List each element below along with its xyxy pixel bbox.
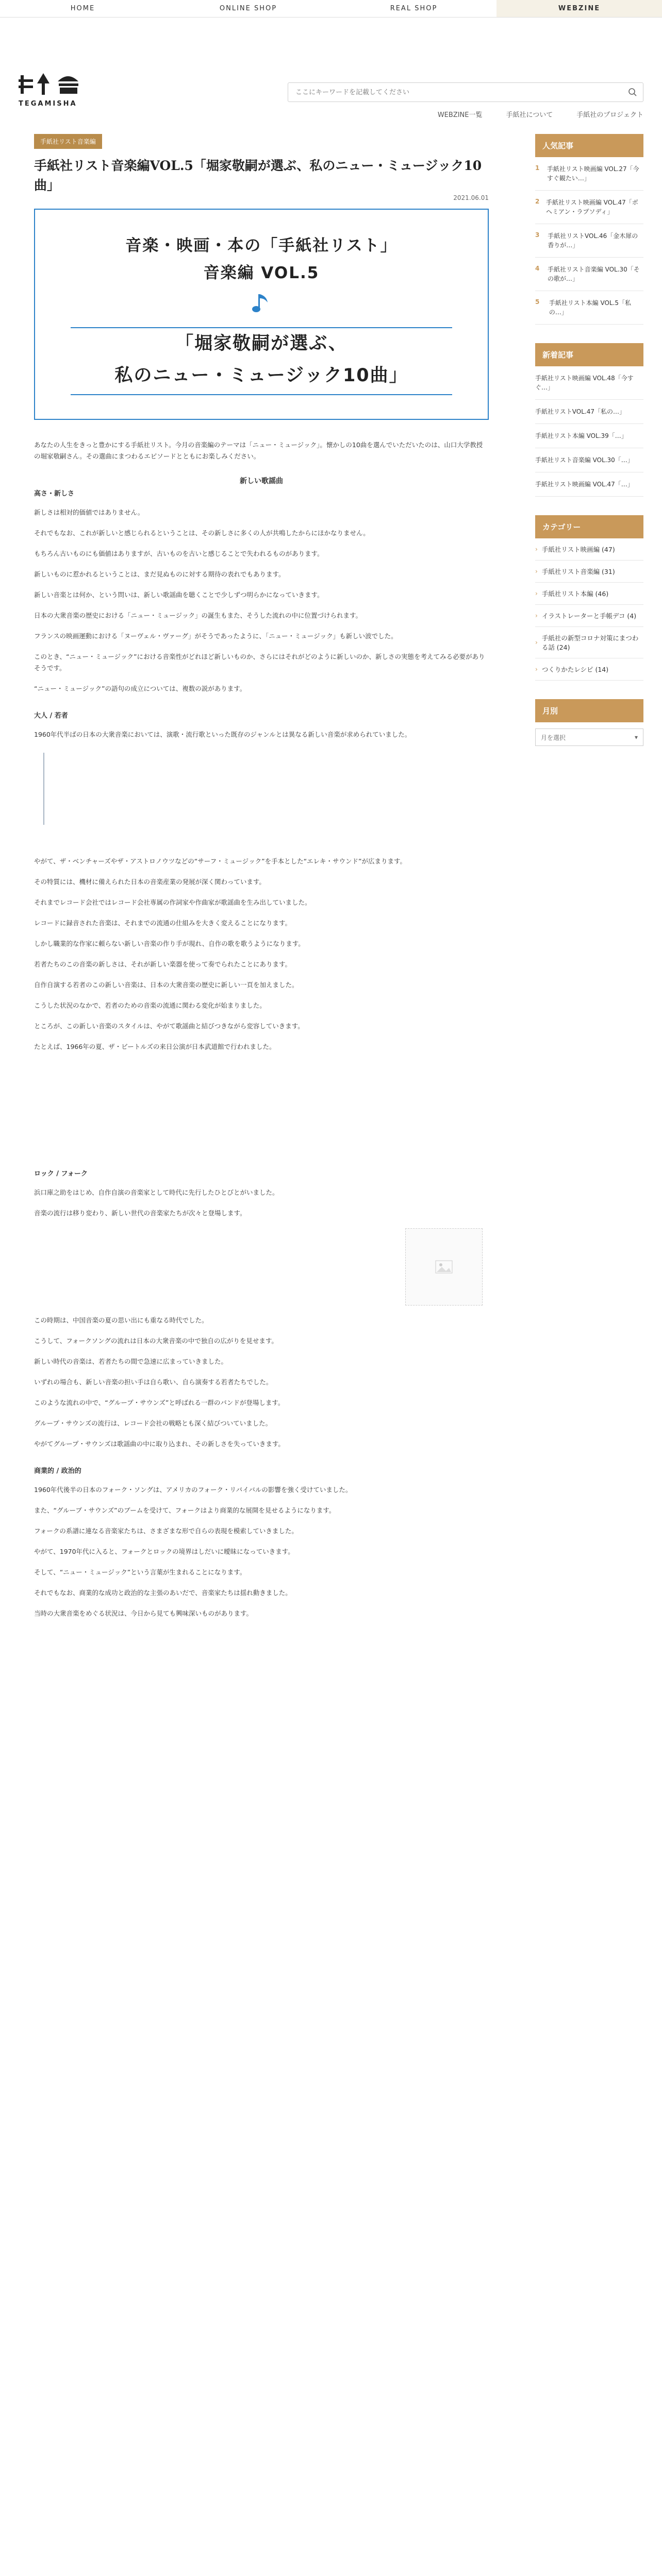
article — [34, 134, 489, 1619]
new-item-title: 手紙社リスト映画編 VOL.47「…」 — [535, 481, 634, 488]
subnav-webzine-list[interactable]: WEBZINE一覧 — [437, 111, 483, 119]
nav-real-shop[interactable]: REAL SHOP — [390, 5, 438, 12]
paragraph: 1960年代半ばの日本の大衆音楽においては、演歌・流行歌といった既存のジャンルとは異なる新しい音楽が求められていました。 — [34, 731, 411, 738]
rank-number: 3 — [535, 231, 540, 239]
sidebar — [535, 134, 643, 765]
category-list — [535, 515, 643, 681]
category-badge[interactable]: 手紙社リスト音楽編 — [34, 134, 102, 149]
paragraph: やがてグループ・サウンズは歌謡曲の中に取り込まれ、その新しさを失っていきます。 — [34, 1440, 285, 1448]
chevron-right-icon: › — [535, 546, 538, 553]
category-item[interactable] — [535, 583, 643, 605]
paragraph: グループ・サウンズの流行は、レコード会社の戦略とも深く結びついていました。 — [34, 1419, 272, 1427]
subheading-1: 高さ・新しさ — [34, 490, 75, 498]
paragraph: フランスの映画運動における「ヌーヴェル・ヴァーグ」がそうであったように、「ニュー・ミュージック」も新しい波でした。 — [34, 632, 398, 640]
hero-line-1: 音楽・映画・本の「手紙社リスト」 — [125, 236, 398, 255]
paragraph: “ニュー・ミュージック”の語句の成立については、複数の説があります。 — [34, 685, 246, 692]
paragraph: 自作自演する若者のこの新しい音楽は、日本の大衆音楽の歴史に新しい一頁を加えました。 — [34, 981, 299, 989]
new-item-title: 手紙社リストVOL.47「私の…」 — [535, 408, 625, 415]
category-label: 手紙社リスト本編 (46) — [541, 590, 609, 598]
new-item[interactable] — [535, 400, 643, 424]
nav-online-shop[interactable]: ONLINE SHOP — [219, 5, 277, 12]
chevron-right-icon: › — [535, 568, 538, 575]
search-bar — [288, 82, 643, 102]
category-label: 手紙社リスト映画編 (47) — [541, 546, 615, 553]
sub-navigation — [438, 109, 643, 119]
photo-image — [405, 1228, 483, 1306]
archive-select[interactable] — [535, 728, 643, 746]
hero-quote-1: 「堀家敬嗣が選ぶ、 — [175, 333, 347, 354]
popular-item[interactable] — [535, 157, 643, 191]
archive-title: 月別 — [535, 699, 643, 722]
paragraph: 当時の大衆音楽をめぐる状況は、今日から見ても興味深いものがあります。 — [34, 1609, 253, 1617]
music-note-icon — [251, 292, 272, 317]
popular-item-title: 手紙社リスト本編 VOL.5「私の…」 — [549, 299, 632, 316]
popular-item[interactable] — [535, 191, 643, 224]
subnav-projects[interactable]: 手紙社のプロジェクト — [576, 111, 643, 119]
new-item[interactable] — [535, 472, 643, 497]
paragraph: このような流れの中で、“グループ・サウンズ”と呼ばれる一群のバンドが登場します。 — [34, 1399, 285, 1406]
paragraph: たとえば、1966年の夏、ザ・ビートルズの来日公演が日本武道館で行われました。 — [34, 1043, 276, 1050]
paragraph: 新しい音楽とは何か、という問いは、新しい歌謡曲を聴くことで少しずつ明らかになっていきます。 — [34, 591, 324, 599]
logo-wordmark: TEGAMISHA — [19, 100, 77, 108]
category-label: 手紙社の新型コロナ対策にまつわる話 (24) — [541, 634, 639, 651]
new-item-title: 手紙社リスト本編 VOL.39「…」 — [535, 432, 627, 439]
paragraph: 新しいものに惹かれるということは、まだ見ぬものに対する期待の表れでもあります。 — [34, 570, 285, 578]
paragraph: こうして、フォークソングの流れは日本の大衆音楽の中で独自の広がりを見せます。 — [34, 1337, 278, 1345]
search-icon[interactable] — [622, 88, 643, 97]
subheading-3: ロック / フォーク — [34, 1170, 88, 1178]
paragraph: 新しさは相対的価値ではありません。 — [34, 509, 144, 516]
category-item[interactable] — [535, 561, 643, 583]
paragraph: 新しい時代の音楽は、若者たちの間で急速に広まっていきました。 — [34, 1358, 228, 1365]
embed-space — [34, 1053, 489, 1166]
chevron-right-icon: › — [535, 612, 538, 619]
nav-home[interactable]: HOME — [70, 5, 95, 12]
popular-articles — [535, 134, 643, 325]
paragraph: 1960年代後半の日本のフォーク・ソングは、アメリカのフォーク・リバイバルの影響を強く受けていました。 — [34, 1486, 352, 1494]
nav-webzine[interactable]: WEBZINE — [496, 0, 662, 17]
chevron-right-icon: › — [535, 639, 538, 646]
paragraph: そして、“ニュー・ミュージック”という言葉が生まれることになります。 — [34, 1568, 246, 1576]
paragraph: 日本の大衆音楽の歴史における「ニュー・ミュージック」の誕生もまた、そうした流れの中に位置づけられます。 — [34, 612, 362, 619]
category-label: つくりかたレシピ (14) — [541, 666, 609, 673]
paragraph: レコードに録音された音楽は、それまでの流通の仕組みを大きく変えることになります。 — [34, 919, 292, 927]
publish-date: 2021.06.01 — [453, 194, 489, 201]
category-item[interactable] — [535, 605, 643, 627]
paragraph: 若者たちのこの音楽の新しさは、それが新しい楽器を使って奏でられたことにあります。 — [34, 960, 292, 968]
paragraph: また、“グループ・サウンズ”のブームを受けて、フォークはより商業的な展開を見せるようになります。 — [34, 1506, 336, 1514]
category-label: 手紙社リスト音楽編 (31) — [541, 568, 615, 575]
rank-number: 1 — [535, 164, 540, 172]
paragraph: 音楽の流行は移り変わり、新しい世代の音楽家たちが次々と登場します。 — [34, 1209, 246, 1217]
logo-mark-icon — [19, 70, 82, 98]
article-title: 手紙社リスト音楽編VOL.5「堀家敬嗣が選ぶ、私のニュー・ミュージック10曲」 — [34, 158, 482, 193]
paragraph: いずれの場合も、新しい音楽の担い手は自ら歌い、自ら演奏する若者たちでした。 — [34, 1378, 273, 1386]
paragraph: フォークの系譜に連なる音楽家たちは、さまざまな形で自らの表現を模索していきました。 — [34, 1527, 298, 1535]
popular-item-title: 手紙社リストVOL.46「金木犀の香りが…」 — [548, 232, 638, 249]
paragraph: それまでレコード会社ではレコード会社専属の作詞家や作曲家が歌謡曲を生み出していました。 — [34, 899, 311, 906]
new-item[interactable] — [535, 424, 643, 448]
new-articles — [535, 343, 643, 497]
popular-item-title: 手紙社リスト音楽編 VOL.30「その歌が…」 — [548, 266, 640, 282]
chevron-right-icon: › — [535, 666, 538, 673]
paragraph: それでもなお、商業的な成功と政治的な主張のあいだで、音楽家たちは揺れ動きました。 — [34, 1589, 292, 1597]
hero-line-2: 音楽編 VOL.5 — [203, 264, 320, 282]
lead-paragraph: あなたの人生をきっと豊かにする手紙社リスト。今月の音楽編のテーマは「ニュー・ミュージック」。懐かしの10曲を選んでいただいたのは、山口大学教授の堀家敬嗣さん。その選曲にまつわるエピソードとともにお楽しみください。 — [34, 441, 483, 460]
rank-number: 5 — [535, 298, 540, 306]
chevron-down-icon: ▾ — [634, 734, 638, 741]
paragraph: その特質には、機材に備えられた日本の音楽産業の発展が深く関わっています。 — [34, 878, 266, 886]
paragraph: やがて、ザ・ベンチャーズやザ・アストロノウツなどの“サーフ・ミュージック”を手本とした“エレキ・サウンド”が広まります。 — [34, 857, 407, 865]
embed-divider — [43, 753, 44, 825]
top-navigation — [0, 0, 662, 18]
archive — [535, 699, 643, 746]
site-header — [0, 18, 662, 119]
paragraph: それでもなお、これが新しいと感じられるということは、その新しさに多くの人が共鳴したからにほかなりません。 — [34, 529, 370, 537]
new-item[interactable] — [535, 448, 643, 472]
paragraph: このとき、“ニュー・ミュージック”における音楽性がどれほど新しいものか、さらにはそれがどのように新しいのか、新しさの実態を考えてみる必要がありそうです。 — [34, 653, 485, 672]
new-item-title: 手紙社リスト映画編 VOL.48「今すぐ…」 — [535, 375, 634, 391]
archive-select-value: 月を選択 — [541, 734, 566, 741]
popular-item[interactable] — [535, 224, 643, 258]
category-item[interactable] — [535, 627, 643, 658]
rank-number: 2 — [535, 198, 540, 205]
subheading-2: 大人 / 若者 — [34, 712, 68, 720]
subnav-about[interactable]: 手紙社について — [506, 111, 553, 119]
category-title: カテゴリー — [535, 515, 643, 538]
paragraph: やがて、1970年代に入ると、フォークとロックの境界はしだいに曖昧になっていきます。 — [34, 1548, 294, 1555]
paragraph: こうした状況のなかで、若者のための音楽の流通に関わる変化が始まりました。 — [34, 1002, 266, 1009]
new-item[interactable] — [535, 366, 643, 400]
popular-item-title: 手紙社リスト映画編 VOL.47「ボヘミアン・ラプソディ」 — [546, 199, 638, 215]
new-title: 新着記事 — [535, 343, 643, 366]
hero-divider-bottom — [71, 394, 452, 395]
hero-divider-top — [71, 327, 452, 328]
paragraph: この時期は、中国音楽の夏の思い出にも重なる時代でした。 — [34, 1316, 208, 1324]
chevron-right-icon: › — [535, 590, 538, 597]
category-item[interactable] — [535, 658, 643, 681]
search-input[interactable] — [288, 83, 622, 101]
hero-banner — [34, 209, 489, 420]
popular-item[interactable] — [535, 291, 643, 325]
popular-item[interactable] — [535, 258, 643, 291]
paragraph: しかし職業的な作家に頼らない新しい音楽の作り手が現れ、自作の歌を歌うようになります。 — [34, 940, 305, 947]
paragraph: ところが、この新しい音楽のスタイルは、やがて歌謡曲と結びつきながら変容していきます。 — [34, 1022, 304, 1030]
category-item[interactable] — [535, 538, 643, 561]
new-item-title: 手紙社リスト音楽編 VOL.30「…」 — [535, 456, 634, 464]
hero-quote-2: 私のニュー・ミュージック10曲」 — [114, 365, 408, 386]
site-logo[interactable] — [19, 70, 82, 114]
rank-number: 4 — [535, 265, 540, 272]
section-heading: 新しい歌謡曲 — [240, 477, 283, 485]
paragraph: 浜口庫之助をはじめ、自作自演の音楽家として時代に先行したひとびとがいました。 — [34, 1189, 279, 1196]
subheading-4: 商業的 / 政治的 — [34, 1467, 81, 1475]
popular-title: 人気記事 — [535, 134, 643, 157]
popular-item-title: 手紙社リスト映画編 VOL.27「今すぐ観たい…」 — [547, 165, 639, 182]
paragraph: もちろん古いものにも価値はありますが、古いものを古いと感じることで失われるものがあります。 — [34, 550, 324, 557]
category-label: イラストレーターと手帳デコ (4) — [541, 612, 637, 620]
